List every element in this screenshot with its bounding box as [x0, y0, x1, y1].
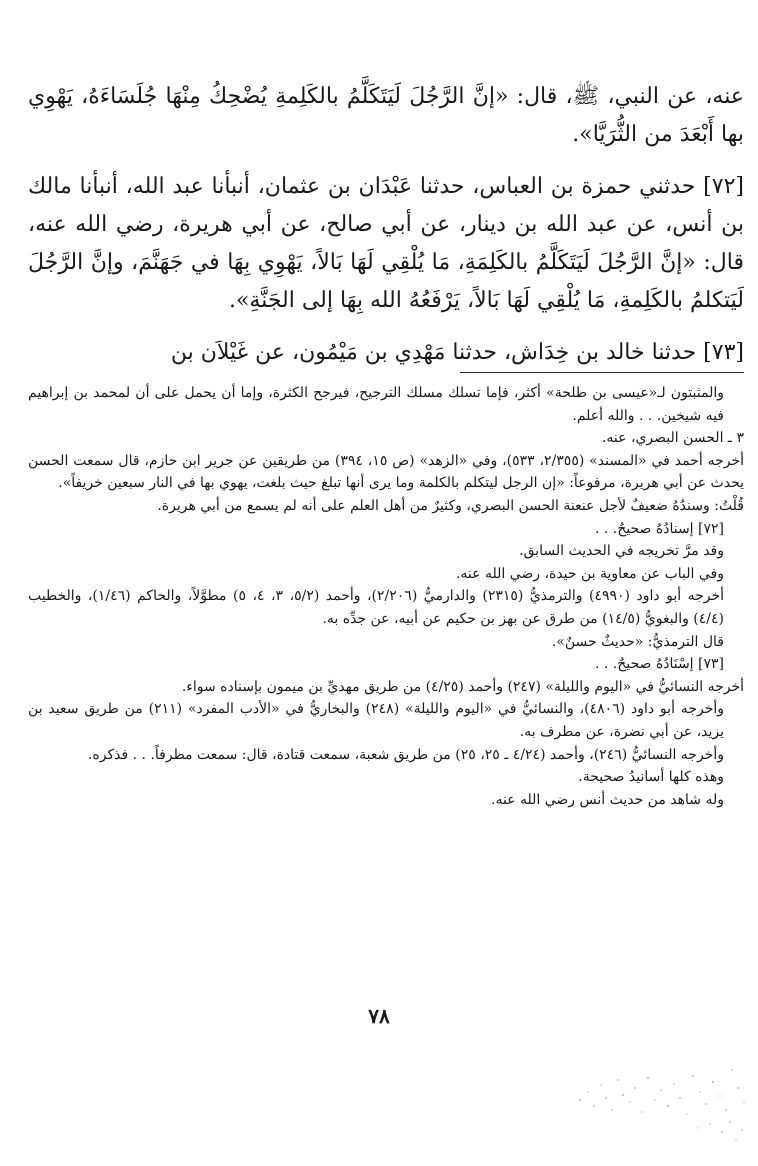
main-text-body: [28, 78, 744, 372]
footnote-line: قُلْتُ: وسندُهُ ضعيفٌ لأجل عنعنة الحسن البصري، وكثيرٌ من أهل العلم على أنه لم يسمع من أبي هريرة.: [157, 497, 744, 514]
footnote-line: [٧٣] إسْنَادُهُ صحيحٌ. . .: [595, 656, 724, 673]
footnote-line: وقد مرَّ تخريجه في الحديث السابق.: [519, 543, 724, 560]
footnote-line: أخرجه أحمد في «المسند» (٢/٣٥٥، ٥٣٣)، وفي «الزهد» (ص ١٥، ٣٩٤) من طريقين عن جرير ابن حازم، قال سمعت الحسن يحدث عن أبي هريرة، مرفوعاً: «إن الرجل ليتكلم بالكلمة وما يرى أنها تبلغ حيث بلغت، يهوي بها في النار سبعين خريفاً».: [28, 452, 745, 492]
main-paragraph-hadith-73: [٧٣] حدثنا خالد بن خِدَاش، حدثنا مَهْدِي بن مَيْمُون، عن غَيْلاَن بن: [170, 340, 744, 365]
footnote-line: [٧٢] إسنادُهُ صحيحٌ. . .: [595, 520, 724, 537]
footnote-line: والمثبتون لـ«عيسى بن طلحة» أكثر، فإما تسلك مسلك الترجيح، فيرجح الكثرة، وإما أن يحمل على أن لمحمد بن إبراهيم فيه شيخين. . . والله أعلم.: [28, 385, 725, 424]
footnote-line: ٣ ـ الحسن البصري، عنه.: [601, 430, 744, 447]
footnote-line: أخرجه أبو داود (٤٩٩٠) والترمذيُّ (٢٣١٥) والدارميُّ (٢/٢٠٦)، وأحمد (٥/٢، ٣، ٤، ٥) مطوَّلاً، والحاكم (١/٤٦)، والخطيب (٤/٤) والبغويُّ (١٤/٥) من طرق عن بهز بن حكيم عن أبيه، عن جدِّه به.: [28, 588, 725, 627]
footnote-line: وفي الباب عن معاوية بن حيدة، رضي الله عنه.: [455, 565, 724, 582]
footnotes-section: [28, 382, 744, 811]
footnote-line: وأخرجه النسائيُّ (٢٤٦)، وأحمد (٤/٢٤ ـ ٢٥، ٢٥) من طريق شعبة، سمعت قتادة، قال: سمعت مطرفاً. . . فذكره.: [87, 746, 724, 763]
scan-noise-decoration: [560, 1040, 750, 1160]
main-paragraph-1: عنه، عن النبي، ﷺ، قال: «إنَّ الرَّجُلَ لَيَتَكَلَّمُ بالكَلِمةِ يُضْحِكُ مِنْهَا جُلَسَاءَهُ، يَهْوِي بها أَبْعَدَ من الثُّرَيَّا».: [28, 84, 744, 147]
main-paragraph-hadith-72: [٧٢] حدثني حمزة بن العباس، حدثنا عَبْدَان بن عثمان، أنبأنا عبد الله، أنبأنا مالك بن أنس، عن عبد الله بن دينار، عن أبي صالح، عن أبي هريرة، رضي الله عنه، قال: «إنَّ الرَّجُلَ لَيَتَكَلَّمُ بالكَلِمَةِ، مَا يُلْقِي لَهَا بَالاً، يَهْوِي بِهَا في جَهَنَّمَ، وإنَّ الرَّجُلَ لَيَتكلمُ بالكَلِمةِ، مَا يُلْقِي لَهَا بَالاً، يَرْفَعُهُ الله بِهَا إلى الجَنَّةِ».: [28, 174, 744, 313]
page-number: ٧٨: [368, 1004, 390, 1028]
footnote-line: قال الترمذيُّ: «حديثٌ حسنٌ».: [551, 633, 724, 650]
footnote-line: وله شاهد من حديث أنس رضي الله عنه.: [491, 791, 724, 808]
footnote-line: أخرجه النسائيُّ في «اليوم والليلة» (٢٤٧) وأحمد (٤/٢٥) من طريق مهديِّ بن ميمون بإسناده سواء.: [181, 678, 744, 695]
footnote-separator: [460, 372, 744, 373]
footnote-line: وهذه كلها أسانيدُ صحيحة.: [578, 769, 724, 786]
footnote-line: وأخرجه أبو داود (٤٨٠٦)، والنسائيُّ في «اليوم والليلة» (٢٤٨) والبخاريُّ في «الأدب المفرد» (٢١١) من طريق سعيد بن يزيد، عن أبي نضرة، عن مطرف به.: [28, 701, 724, 740]
